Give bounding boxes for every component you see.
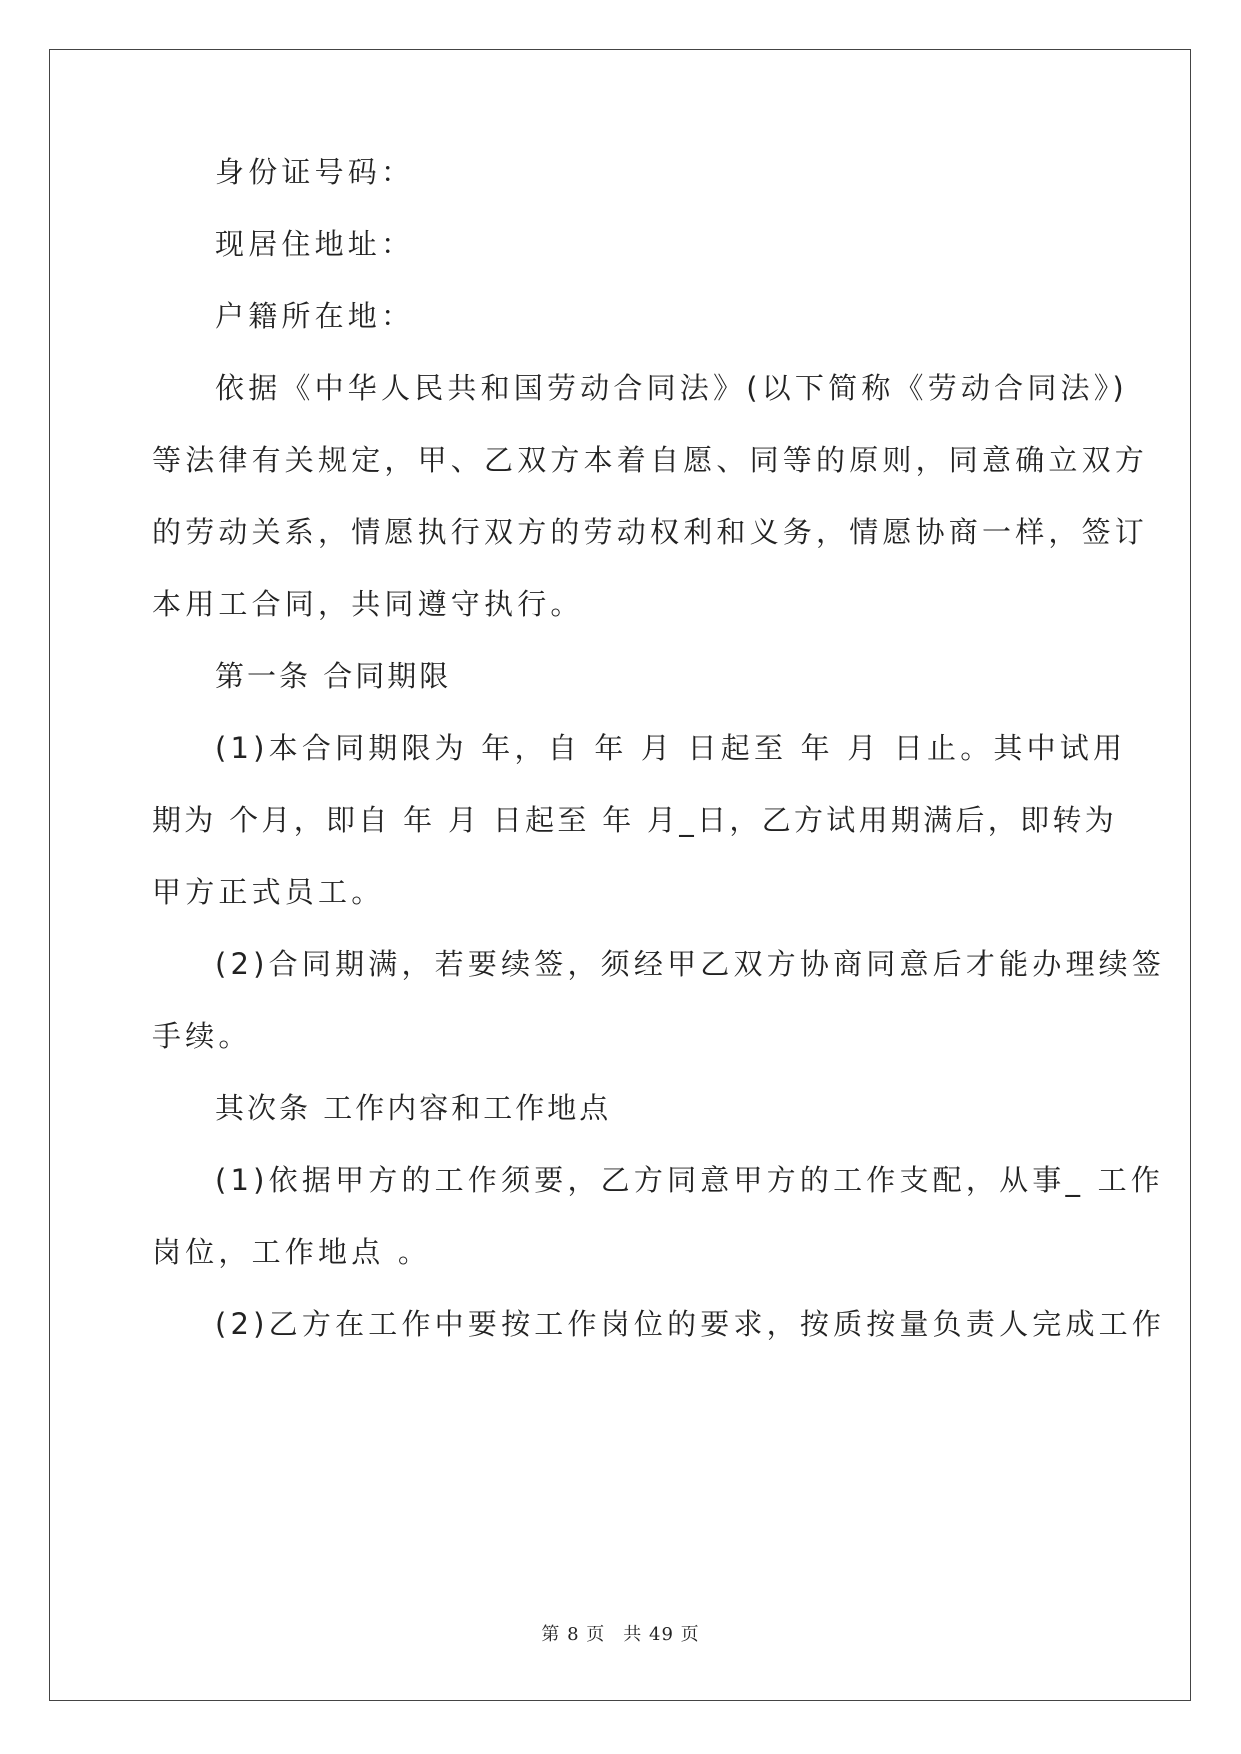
paragraph-line: 本用工合同，共同遵守执行。 <box>152 587 584 621</box>
paragraph-line: 的劳动关系，情愿执行双方的劳动权利和义务，情愿协商一样，签订 <box>152 515 1149 549</box>
paragraph-line: (2)乙方在工作中要按工作岗位的要求，按质按量负责人完成工作 <box>215 1307 1166 1341</box>
paragraph-line: (2)合同期满，若要续签，须经甲乙双方协商同意后才能办理续签 <box>215 947 1166 981</box>
address-label: 现居住地址： <box>215 227 415 261</box>
section-heading: 其次条 工作内容和工作地点 <box>215 1091 612 1125</box>
paragraph-line: 依据《中华人民共和国劳动合同法》(以下简称《劳动合同法》) <box>215 371 1128 405</box>
paragraph-line: 甲方正式员工。 <box>152 875 385 909</box>
paragraph-line: 手续。 <box>152 1019 252 1053</box>
section-heading: 第一条 合同期限 <box>215 659 452 693</box>
paragraph-line: (1)依据甲方的工作须要，乙方同意甲方的工作支配，从事_ 工作 <box>215 1163 1164 1197</box>
page-total: 共 49 页 <box>623 1624 700 1645</box>
paragraph-line: (1)本合同期限为 年，自 年 月 日起至 年 月 日止。其中试用 <box>215 731 1127 765</box>
id-number-label: 身份证号码： <box>215 155 415 189</box>
page-footer <box>0 1620 1241 1646</box>
paragraph-line: 等法律有关规定，甲、乙双方本着自愿、同等的原则，同意确立双方 <box>152 443 1149 477</box>
page-number: 第 8 页 <box>541 1624 606 1645</box>
household-label: 户籍所在地： <box>215 299 415 333</box>
paragraph-line: 期为 个月，即自 年 月 日起至 年 月_日，乙方试用期满后，即转为 <box>152 803 1118 837</box>
paragraph-line: 岗位，工作地点 。 <box>152 1235 432 1269</box>
